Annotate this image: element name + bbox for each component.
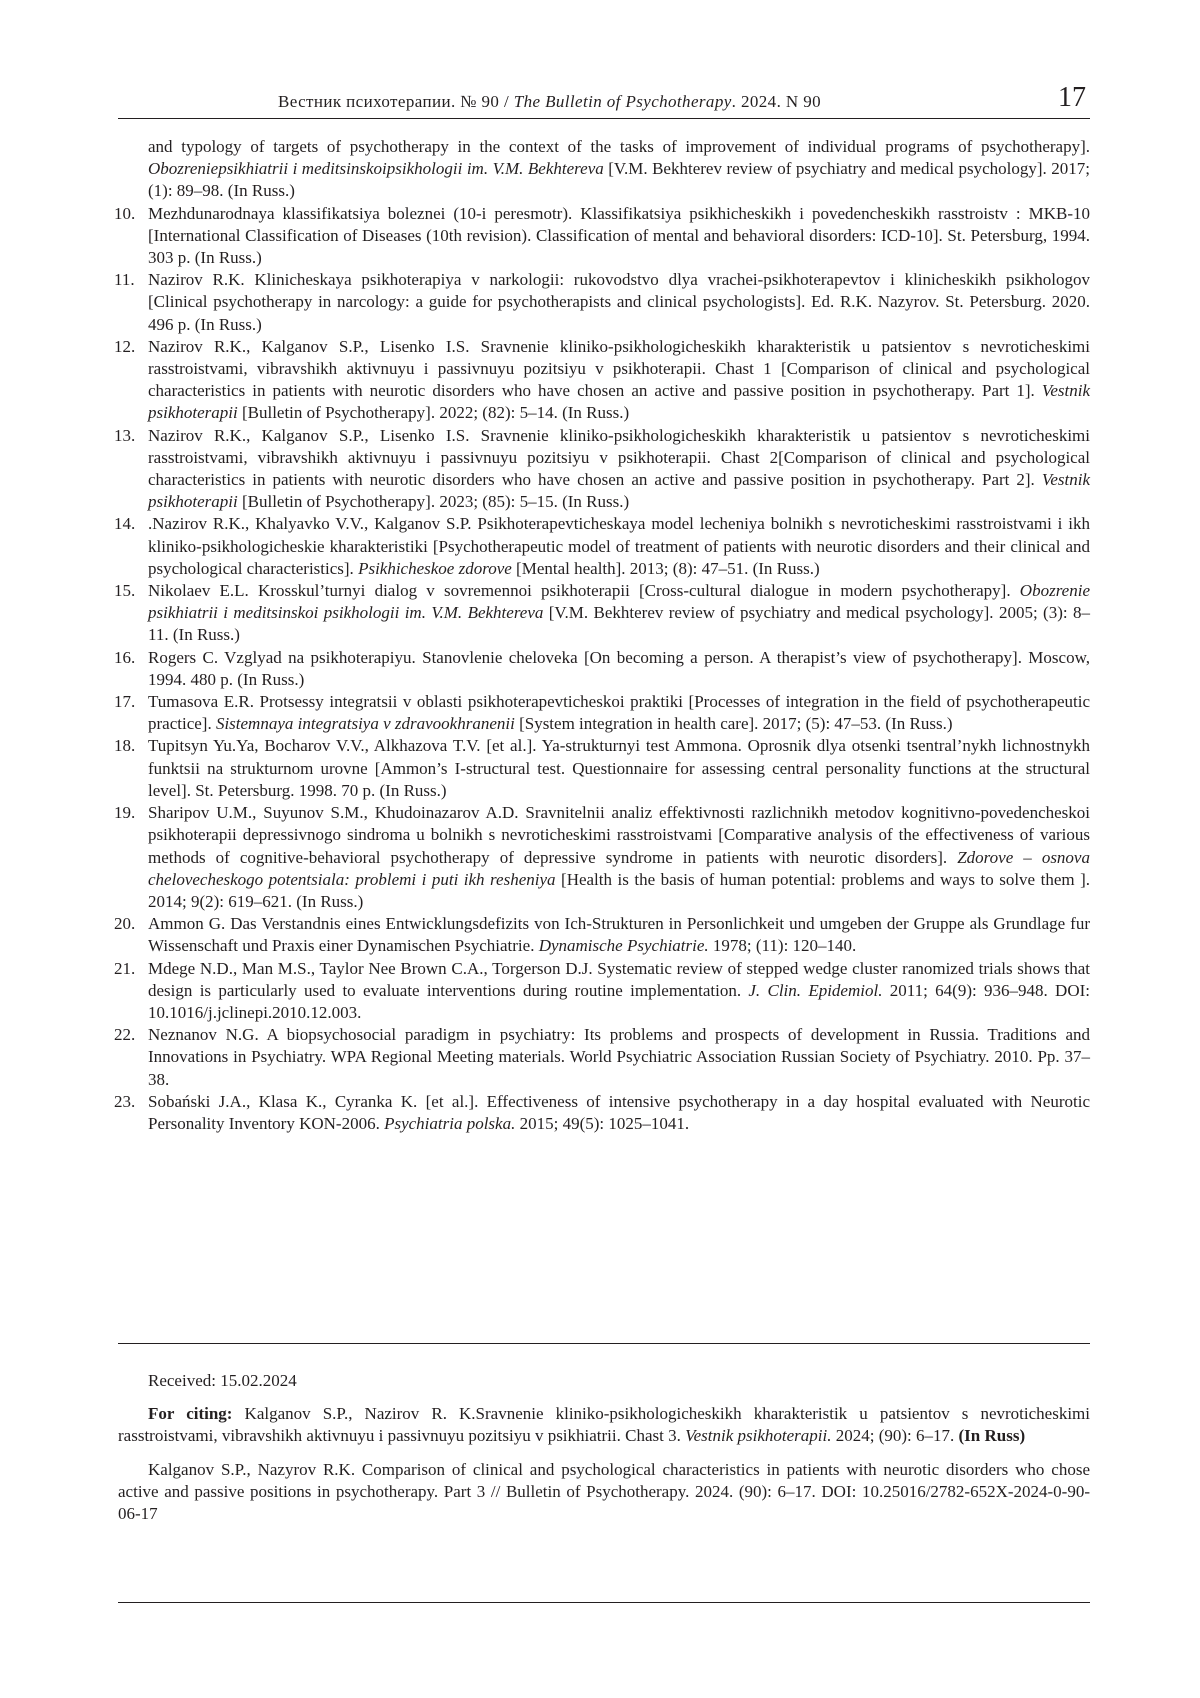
- citing-journal: Vestnik psikhoterapii.: [685, 1426, 832, 1446]
- reference-item: [118, 136, 1090, 203]
- journal-title: [278, 92, 821, 112]
- reference-source-title: Vestnik psikhoterapii: [148, 470, 1090, 512]
- reference-number: 12.: [114, 336, 136, 356]
- reference-text-segment: Sharipov U.M., Suyunov S.M., Khudoinazarov A.D. Sravnitelnii analiz effektivnosti razlichnikh metodov kognitivno-povedencheskoi psikhoterapii depressivnogo sindroma u bolnikh s nevroticheskimi rasstroistvami [Comparative analysis of the effectiveness of various methods of cognitive-behavioral psychotherapy of depressive syndrome in patients with neurotic disorders].: [148, 803, 1090, 867]
- reference-source-title: Psychiatria polska.: [384, 1113, 516, 1133]
- divider-bottom: [118, 1602, 1090, 1603]
- reference-text-segment: [V.M. Bekhterev review of psychiatry and medical psychology]. 2005; (3): 8–11. (In Russ.): [148, 603, 1090, 645]
- reference-item: [114, 336, 1090, 425]
- article-meta: [118, 1370, 1090, 1525]
- reference-text-segment: [Bulletin of Psychotherapy]. 2022; (82): 5–14. (In Russ.): [237, 403, 630, 423]
- running-header: [118, 84, 1090, 119]
- reference-text: [148, 580, 1090, 647]
- reference-number: 21.: [114, 958, 136, 978]
- journal-issue: . 2024. N 90: [731, 92, 821, 111]
- reference-item: [114, 203, 1090, 270]
- reference-text: [148, 691, 1090, 735]
- reference-item: [114, 691, 1090, 735]
- reference-item: [114, 425, 1090, 514]
- citation-ru: [118, 1403, 1090, 1447]
- reference-text-segment: Rogers C. Vzglyad na psikhoterapiyu. Stanovlenie cheloveka [On becoming a person. A therapist’s view of psychotherapy]. Moscow, 1994. 480 p. (In Russ.): [148, 647, 1090, 689]
- reference-source-title: Psikhicheskoe zdorove: [358, 558, 512, 578]
- reference-text-segment: Mdege N.D., Man M.S., Taylor Nee Brown C.A., Torgerson D.J. Systematic review of stepped wedge cluster ranomized trials shows that design is particularly used to evaluate interventions during routine implementation.: [148, 958, 1090, 1000]
- reference-text-segment: Ammon G. Das Verstandnis eines Entwicklungsdefizits von Ich-Strukturen in Personlichkeit und umgeben der Gruppe als Grundlage fur Wissenschaft und Praxis einer Dynamischen Psychiatrie.: [148, 914, 1090, 956]
- reference-text-segment: [System integration in health care]. 2017; (5): 47–53. (In Russ.): [514, 714, 953, 734]
- reference-number: 22.: [114, 1025, 136, 1045]
- reference-text: [148, 913, 1090, 957]
- reference-source-title: Obozrenie psikhiatrii i meditsinskoi psikhologii im. V.M. Bekhtereva: [148, 581, 1090, 623]
- reference-text: [148, 269, 1090, 336]
- reference-number: 15.: [114, 581, 136, 601]
- reference-item: [114, 269, 1090, 336]
- reference-text: [148, 802, 1090, 913]
- reference-text: [148, 513, 1090, 580]
- page-number: 17: [1058, 82, 1086, 113]
- reference-number: 19.: [114, 803, 136, 823]
- reference-text: [148, 735, 1090, 802]
- reference-text-segment: 2015; 49(5): 1025–1041.: [515, 1113, 690, 1133]
- received-date: Received: 15.02.2024: [148, 1371, 297, 1390]
- reference-number: 16.: [114, 647, 136, 667]
- reference-text-segment: [V.M. Bekhterev review of psychiatry and medical psychology]. 2017; (1): 89–98. (In Russ.): [148, 159, 1090, 201]
- reference-text-segment: 2011; 64(9): 936–948. DOI: 10.1016/j.jclinepi.2010.12.003.: [148, 980, 1090, 1022]
- reference-text: [148, 1091, 1090, 1135]
- reference-number: 14.: [114, 514, 136, 534]
- reference-text-segment: Neznanov N.G. A biopsychosocial paradigm in psychiatry: Its problems and prospects of development in Russia. Traditions and Innovations in Psychiatry. WPA Regional Meeting materials. World Psychiatric Association Russian Society of Psychiatry. 2010. Pp. 37–38.: [148, 1025, 1090, 1089]
- reference-text-segment: [Health is the basis of human potential: problems and ways to solve them ]. 2014; 9(2): 619–621. (In Russ.): [148, 869, 1091, 911]
- reference-text-segment: Nazirov R.K. Klinicheskaya psikhoterapiya v narkologii: rukovodstvo dlya vrachei-psikhoterapevtov i klinicheskikh psikhologov [Clinical psychotherapy in narcology: a guide for psychotherapists and clinical psychologists]. Ed. R.K. Nazyrov. St. Petersburg. 2020. 496 p. (In Russ.): [148, 270, 1090, 334]
- citing-tail: 2024; (90): 6–17.: [831, 1426, 959, 1446]
- reference-item: [114, 802, 1091, 913]
- reference-source-title: Sistemnaya integratsiya v zdravookhranenii: [215, 714, 515, 734]
- reference-text-segment: [Mental health]. 2013; (8): 47–51. (In Russ.): [511, 558, 820, 578]
- reference-number: 11.: [114, 270, 135, 290]
- citing-label: For citing:: [148, 1404, 233, 1424]
- reference-text: [148, 136, 1090, 203]
- reference-text: [148, 958, 1090, 1025]
- reference-item: [114, 513, 1090, 580]
- reference-item: [114, 735, 1090, 802]
- reference-text-segment: Nikolaev E.L. Krosskul’turnyi dialog v sovremennoi psikhoterapii [Cross-cultural dialogue in modern psychotherapy].: [148, 581, 1020, 601]
- reference-item: [114, 1024, 1090, 1091]
- citation-en: Kalganov S.P., Nazyrov R.K. Comparison of clinical and psychological characteristics in patients with neurotic disorders who chose active and passive positions in psychotherapy. Part 3 // Bulletin of Psychotherapy. 2024. (90): 6–17. DOI: 10.25016/2782-652X-2024-0-90-06-17: [118, 1459, 1090, 1524]
- reference-number: 10.: [114, 203, 136, 223]
- reference-text-segment: [Bulletin of Psychotherapy]. 2023; (85): 5–15. (In Russ.): [237, 492, 630, 512]
- journal-title-en: The Bulletin of Psychotherapy: [513, 92, 732, 111]
- reference-source-title: Zdorove – osnova chelovecheskogo potentsiala: problemi i puti ikh resheniya: [148, 847, 1090, 889]
- reference-source-title: Vestnik psikhoterapii: [148, 381, 1090, 423]
- reference-item: [114, 580, 1090, 647]
- reference-text-segment: and typology of targets of psychotherapy in the context of the tasks of improvement of individual programs of psychotherapy].: [148, 137, 1090, 156]
- reference-number: 13.: [114, 425, 136, 445]
- reference-text-segment: Nazirov R.K., Kalganov S.P., Lisenko I.S. Sravnenie kliniko-psikhologicheskikh kharakteristik u patsientov s nevroticheskimi rasstroistvami, vibravshikh aktivnuyu i passivnuyu pozitsiyu v psikhoterapii. Chast 1 [Comparison of clinical and psychological characteristics in patients with neurotic disorders who have chosen an active and passive position in psychotherapy. Part 1].: [148, 336, 1090, 401]
- reference-text-segment: 1978; (11): 120–140.: [708, 936, 857, 956]
- divider-top: [118, 1343, 1090, 1344]
- reference-text-segment: Tupitsyn Yu.Ya, Bocharov V.V., Alkhazova T.V. [et al.]. Ya-strukturnyi test Ammona. Oprosnik dlya otsenki tsentral’nykh lichnostnykh funktsii na strukturnom urovne [Ammon’s I-structural test. Questionnaire for assessing central personality functions at the structural level]. St. Petersburg. 1998. 70 p. (In Russ.): [148, 736, 1090, 800]
- reference-text: [148, 203, 1090, 270]
- reference-item: [114, 1091, 1090, 1135]
- reference-item: [114, 647, 1090, 691]
- reference-text-segment: Sobański J.A., Klasa K., Cyranka K. [et al.]. Effectiveness of intensive psychotherapy in a day hospital evaluated with Neurotic Personality Inventory KON-2006.: [148, 1091, 1090, 1133]
- citing-text: Kalganov S.P., Nazirov R. K.Sravnenie kliniko-psikhologicheskikh kharakteristik u patsientov s nevroticheskimi rasstroistvami, vibravshikh aktivnuyu i passivnuyu pozitsiyu v psikhiatrii. Chast 3.: [118, 1404, 1090, 1446]
- reference-number: 23.: [114, 1091, 136, 1111]
- reference-text-segment: .Nazirov R.K., Khalyavko V.V., Kalganov S.P. Psikhoterapevticheskaya model lecheniya bolnikh s nevroticheskimi rasstroistvami i ikh kliniko-psikhologicheskie kharakteristiki [Psychotherapeutic model of treatment of patients with neurotic disorders and their clinical and psychological characteristics].: [148, 514, 1090, 578]
- journal-title-ru: Вестник психотерапии. № 90 /: [278, 92, 510, 111]
- reference-text-segment: Nazirov R.K., Kalganov S.P., Lisenko I.S. Sravnenie kliniko-psikhologicheskikh kharakteristik u patsientov s nevroticheskimi rasstroistvami, vibravshikh aktivnuyu i passivnuyu pozitsiyu v psikhoterapii. Chast 2[Comparison of clinical and psychological characteristics in patients with neurotic disorders who have chosen an active and passive position in psychotherapy. Part 2].: [148, 425, 1090, 490]
- reference-text: [148, 425, 1090, 514]
- reference-item: [114, 913, 1090, 957]
- reference-text: [148, 647, 1090, 691]
- reference-text-segment: Tumasova E.R. Protsessy integratsii v oblasti psikhoterapevticheskoi praktiki [Processes of integration in the field of psychotherapeutic practice].: [148, 692, 1090, 734]
- reference-text-segment: Mezhdunarodnaya klassifikatsiya boleznei (10-i peresmotr). Klassifikatsiya psikhicheskikh i povedencheskikh rasstroistv : MKB-10 [International Classification of Diseases (10th revision). Classification of mental and behavioral disorders: ICD-10]. St. Petersburg, 1994. 303 p. (In Russ.): [148, 203, 1090, 268]
- citing-lang: (In Russ): [958, 1426, 1026, 1446]
- reference-text: [148, 1024, 1090, 1091]
- reference-source-title: J. Clin. Epidemiol.: [748, 980, 883, 1000]
- reference-number: 18.: [114, 736, 136, 756]
- reference-item: [114, 958, 1090, 1025]
- reference-number: 17.: [114, 692, 136, 712]
- reference-text: [148, 336, 1090, 425]
- reference-source-title: Obozreniepsikhiatrii i meditsinskoipsikhologii im. V.M. Bekhtereva: [148, 159, 604, 179]
- reference-source-title: Dynamische Psychiatrie.: [538, 936, 709, 956]
- reference-list: [114, 136, 1091, 1135]
- reference-number: 20.: [114, 914, 136, 934]
